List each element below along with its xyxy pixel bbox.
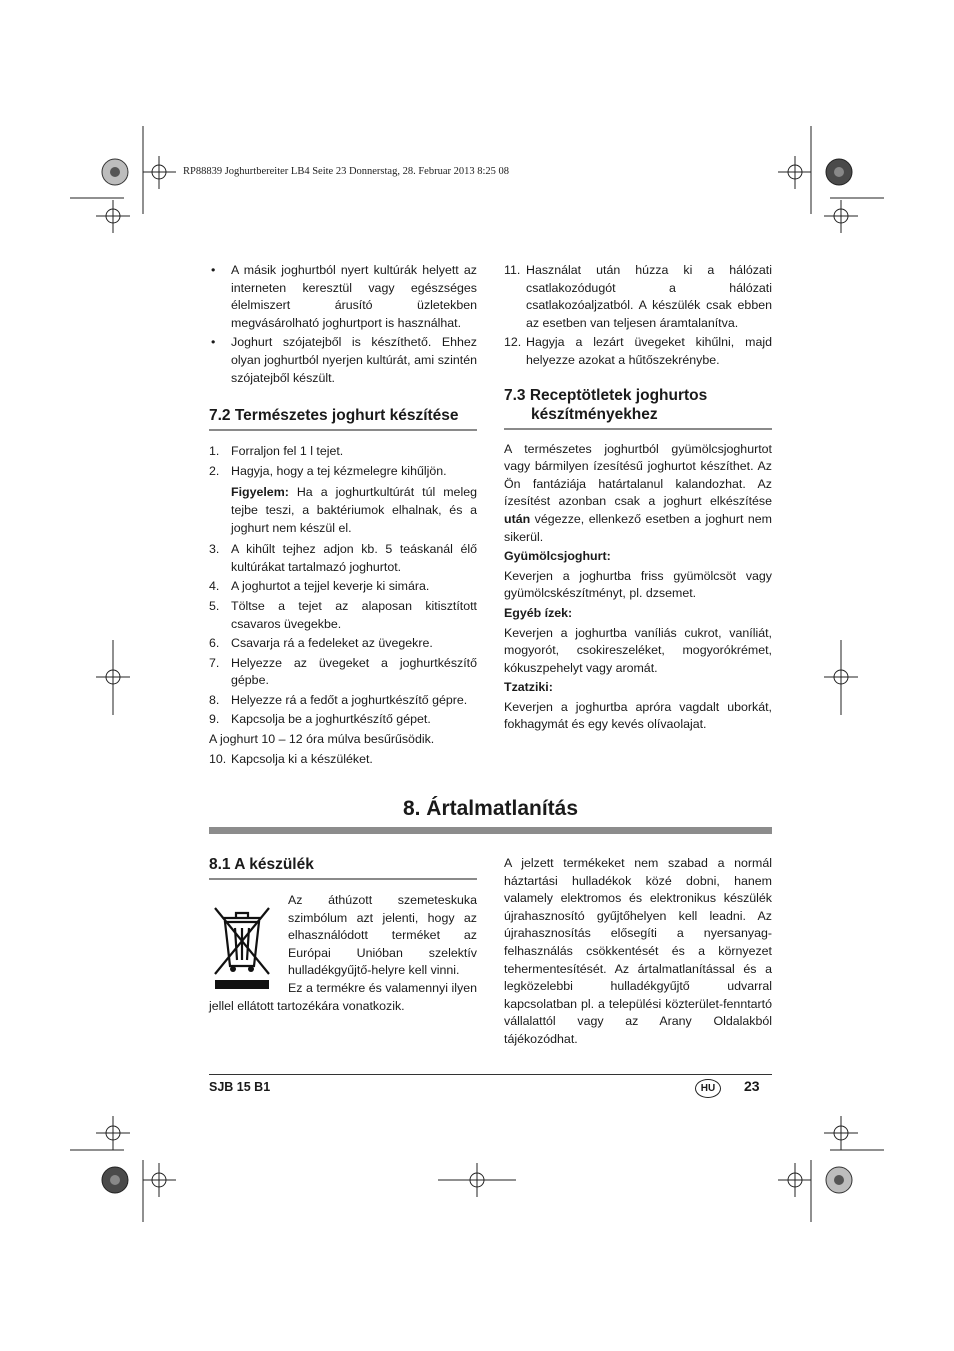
step-item: 11. Használat után húzza ki a hálózati csatlakozódugót a hálózati csatlakozóaljzatból. A készülék csak ebben az esetben van teljesen áramtalanítva. bbox=[504, 263, 772, 330]
step-item: 3. A kihűlt tejhez adjon kb. 5 teáskanál élő kultúrákat tartalmazó joghurtot. bbox=[209, 542, 477, 574]
warning-text: Ha a joghurtkultúrát túl meleg tejbe teszi, a baktériumok elhalnak, és a joghurt nem készül el. bbox=[231, 485, 477, 535]
list-item bbox=[209, 334, 477, 387]
result-note: A joghurt 10 – 12 óra múlva besűrűsödik. bbox=[209, 732, 435, 747]
step-item: 9. Kapcsolja be a joghurtkészítő gépet. bbox=[209, 712, 431, 727]
heading-rule bbox=[209, 827, 772, 834]
language-badge: HU bbox=[695, 1079, 721, 1098]
fruit-text: Keverjen a joghurtba friss gyümölcsöt vagy gyümölcskészítményt, pl. dzsemet. bbox=[504, 568, 772, 601]
weee-text-2: Ez a termékre és valamennyi ilyen jellel ellátott tartozékára vonatkozik. bbox=[209, 980, 477, 1013]
section-heading-7-3: 7.3 Receptötletek joghurtos készítményekhez bbox=[504, 386, 772, 430]
disposal-right bbox=[504, 855, 772, 1049]
print-header: RP88839 Joghurtbereiter LB4 Seite 23 Donnerstag, 28. Februar 2013 8:25 08 bbox=[183, 166, 510, 177]
section-heading-8-1: 8.1 A készülék bbox=[209, 855, 477, 880]
other-text: Keverjen a joghurtba vaníliás cukrot, vaníliát, mogyorót, csokireszeléket, mogyorókrémet, kókuszpehelyt vagy aromát. bbox=[504, 625, 772, 675]
main-section-heading: 8. Ártalmatlanítás bbox=[402, 797, 579, 820]
left-column bbox=[209, 262, 477, 768]
tzatziki-label: Tzatziki: bbox=[504, 680, 553, 695]
step-item: 8. Helyezze rá a fedőt a joghurtkészítő gépre. bbox=[209, 692, 468, 707]
fruit-label: Gyümölcsjoghurt: bbox=[504, 549, 611, 564]
bullet-icon: • bbox=[211, 335, 216, 350]
page-number: 23 bbox=[744, 1078, 760, 1094]
footer-rule bbox=[209, 1074, 772, 1075]
step-item: 1. Forraljon fel 1 l tejet. bbox=[209, 444, 344, 459]
tzatziki-text: Keverjen a joghurtba apróra vagdalt uborkát, fokhagymát és egy kevés olívaolajat. bbox=[504, 699, 772, 732]
step-item: 5. Töltse a tejet az alaposan kitisztított csavaros üvegekbe. bbox=[209, 598, 477, 631]
bullet-text: A másik joghurtból nyert kultúrák helyett az interneten keresztül vagy egészséges élelmiszert árusító üzletekben megvásárolható joghurtport is használhat. bbox=[231, 263, 477, 330]
other-label: Egyéb ízek: bbox=[504, 605, 573, 620]
list-item bbox=[209, 262, 477, 332]
disposal-text: A jelzett termékeket nem szabad a normál háztartási hulladékok közé dobni, hanem valamely elektromos és elektronikus készülék újrahasznosító gyűjtőhelyen kell leadni. Az újrahasznosítás elősegíti a nyersanyag-felhasználás csökkentését és a környezet tehermentesítését. Az ártalmatlanítással és a legközelebbi hulladékgyűjtő udvarral kapcsolatban pl. a települési közterület-fenntartó vállalattól vagy az Arany Oldalakból tájékozódhat. bbox=[504, 856, 772, 1046]
step-item: 7. Helyezze az üvegeket a joghurtkészítő gépbe. bbox=[209, 655, 477, 688]
right-column bbox=[504, 262, 772, 734]
section-heading-7-2: 7.2 Természetes joghurt készítése bbox=[209, 406, 477, 431]
crossed-bin-icon bbox=[209, 900, 275, 992]
step-item: 2. Hagyja, hogy a tej kézmelegre kihűljön. bbox=[209, 463, 447, 478]
warning-note bbox=[209, 484, 477, 537]
weee-text: Az áthúzott szemeteskuka szimbólum azt jelenti, hogy az elhasználódott terméket az Európai Unióban szelektív hulladékgyűjtő-helyre kell vinni. bbox=[288, 893, 477, 978]
disposal-left bbox=[209, 855, 477, 1015]
step-item: 10. Kapcsolja ki a készüléket. bbox=[209, 751, 373, 766]
warning-label: Figyelem: bbox=[231, 485, 289, 500]
bullet-icon: • bbox=[211, 263, 216, 277]
step-item: 4. A joghurtot a tejjel keverje ki simára. bbox=[209, 579, 430, 594]
bullet-text: Joghurt szójatejből is készíthető. Ehhez olyan joghurtból nyerjen kultúrát, ami szintén szójatejből készült. bbox=[231, 335, 477, 385]
footer-model: SJB 15 B1 bbox=[209, 1080, 271, 1094]
step-item: 12. Hagyja a lezárt üvegeket kihűlni, majd helyezze azokat a hűtőszekrénybe. bbox=[504, 335, 772, 367]
step-item: 6. Csavarja rá a fedeleket az üvegekre. bbox=[209, 636, 433, 651]
recipe-intro: A természetes joghurtból gyümölcsjoghurtot vagy bármilyen ízesítésű joghurtot készíthet. Az Ön fantáziája határtalanul kalandozhat. Az ízesítést azonban csak a joghurt elkészítése után végezze, ellenkező esetben a joghurt nem sikerül. bbox=[504, 441, 772, 544]
